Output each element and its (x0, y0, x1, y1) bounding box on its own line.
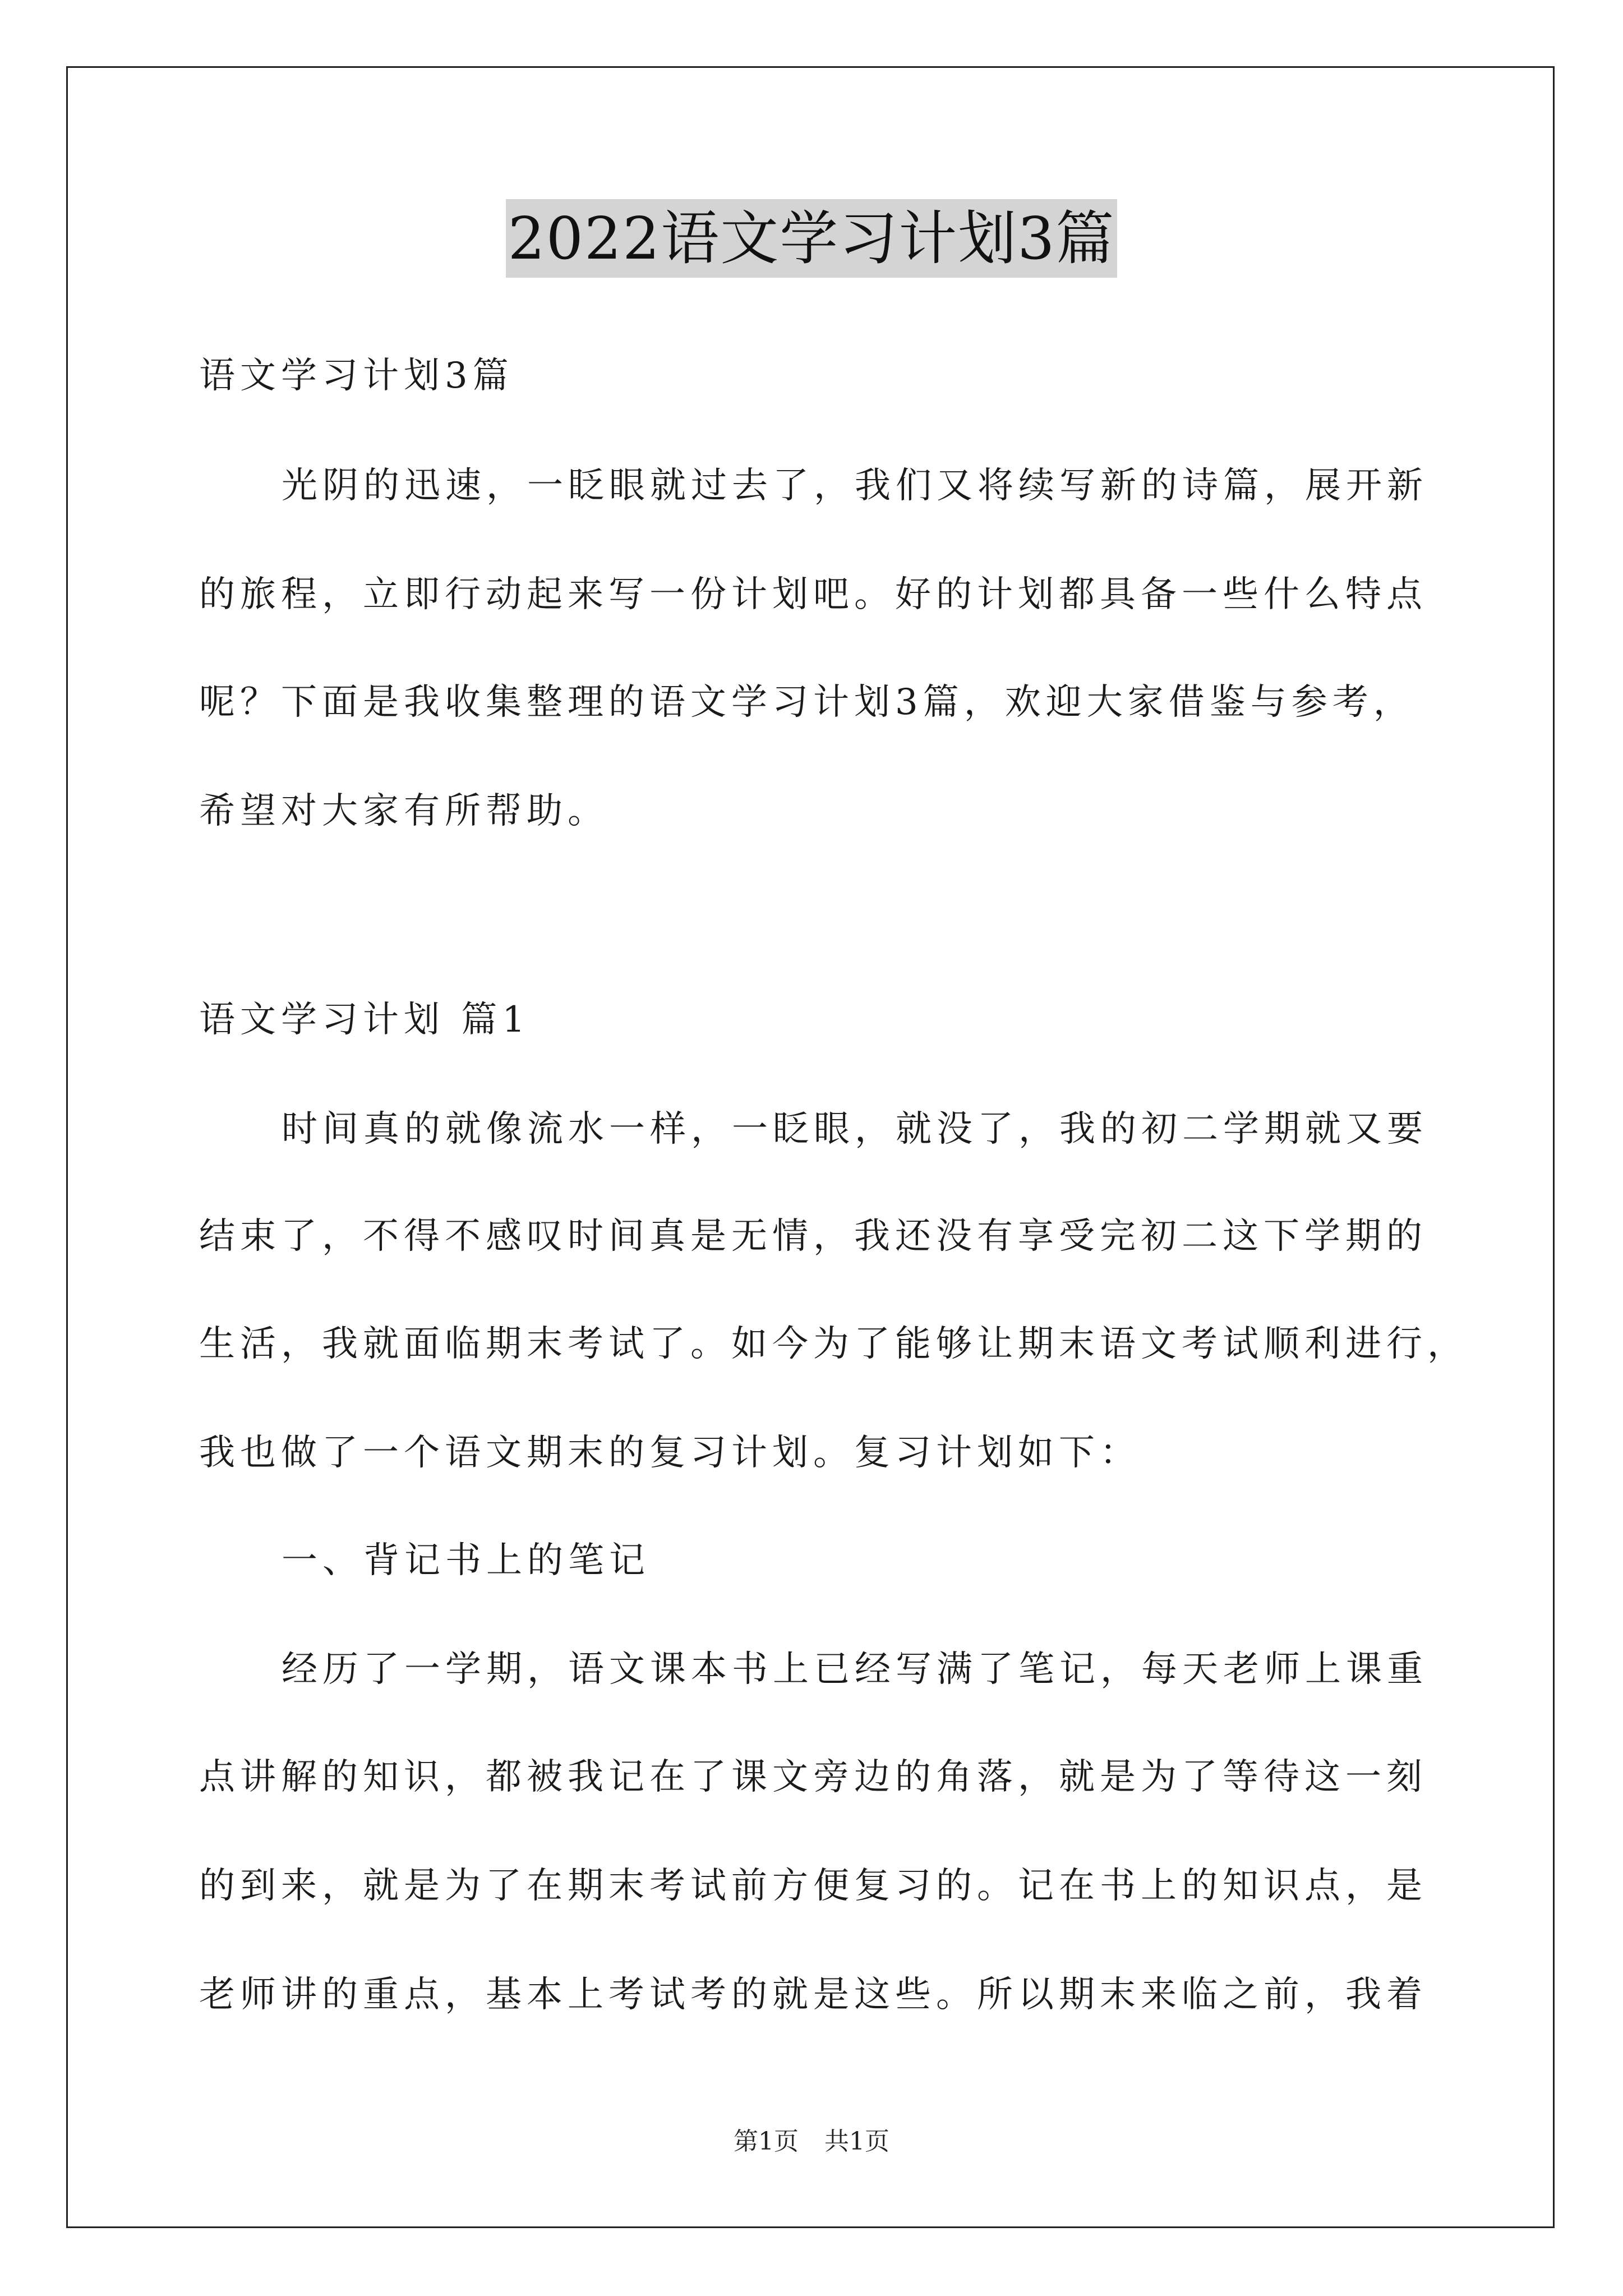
paragraph-line: 光阴的迅速，一眨眼就过去了，我们又将续写新的诗篇，展开新 (282, 465, 1428, 507)
paragraph-line: 老师讲的重点，基本上考试考的就是这些。所以期末来临之前，我着 (199, 1974, 1427, 2016)
title-container (0, 199, 1623, 278)
page-total: 共1页 (824, 2127, 889, 2156)
paragraph-line: 时间真的就像流水一样，一眨眼，就没了，我的初二学期就又要 (282, 1108, 1428, 1150)
subtitle-line: 语文学习计划3篇 (199, 355, 514, 397)
paragraph-line: 经历了一学期，语文课本书上已经写满了笔记，每天老师上课重 (282, 1649, 1428, 1690)
section-heading: 语文学习计划 篇1 (199, 999, 531, 1041)
paragraph-line: 我也做了一个语文期末的复习计划。复习计划如下： (199, 1432, 1141, 1474)
paragraph-line: 生活，我就面临期末考试了。如今为了能够让期末语文考试顺利进行， (199, 1323, 1468, 1365)
page-footer (0, 2125, 1623, 2159)
paragraph-line: 点讲解的知识，都被我记在了课文旁边的角落，就是为了等待这一刻 (199, 1756, 1427, 1798)
document-title: 2022语文学习计划3篇 (506, 199, 1118, 278)
paragraph-line: 的旅程，立即行动起来写一份计划吧。好的计划都具备一些什么特点 (199, 574, 1427, 615)
paragraph-line: 呢？下面是我收集整理的语文学习计划3篇，欢迎大家借鉴与参考， (199, 682, 1414, 723)
paragraph-line: 的到来，就是为了在期末考试前方便复习的。记在书上的知识点，是 (199, 1865, 1427, 1907)
page-number: 第1页 (734, 2127, 799, 2156)
paragraph-line: 结束了，不得不感叹时间真是无情，我还没有享受完初二这下学期的 (199, 1216, 1427, 1257)
subsection-heading: 一、背记书上的笔记 (282, 1540, 650, 1581)
paragraph-line: 希望对大家有所帮助。 (199, 790, 608, 832)
